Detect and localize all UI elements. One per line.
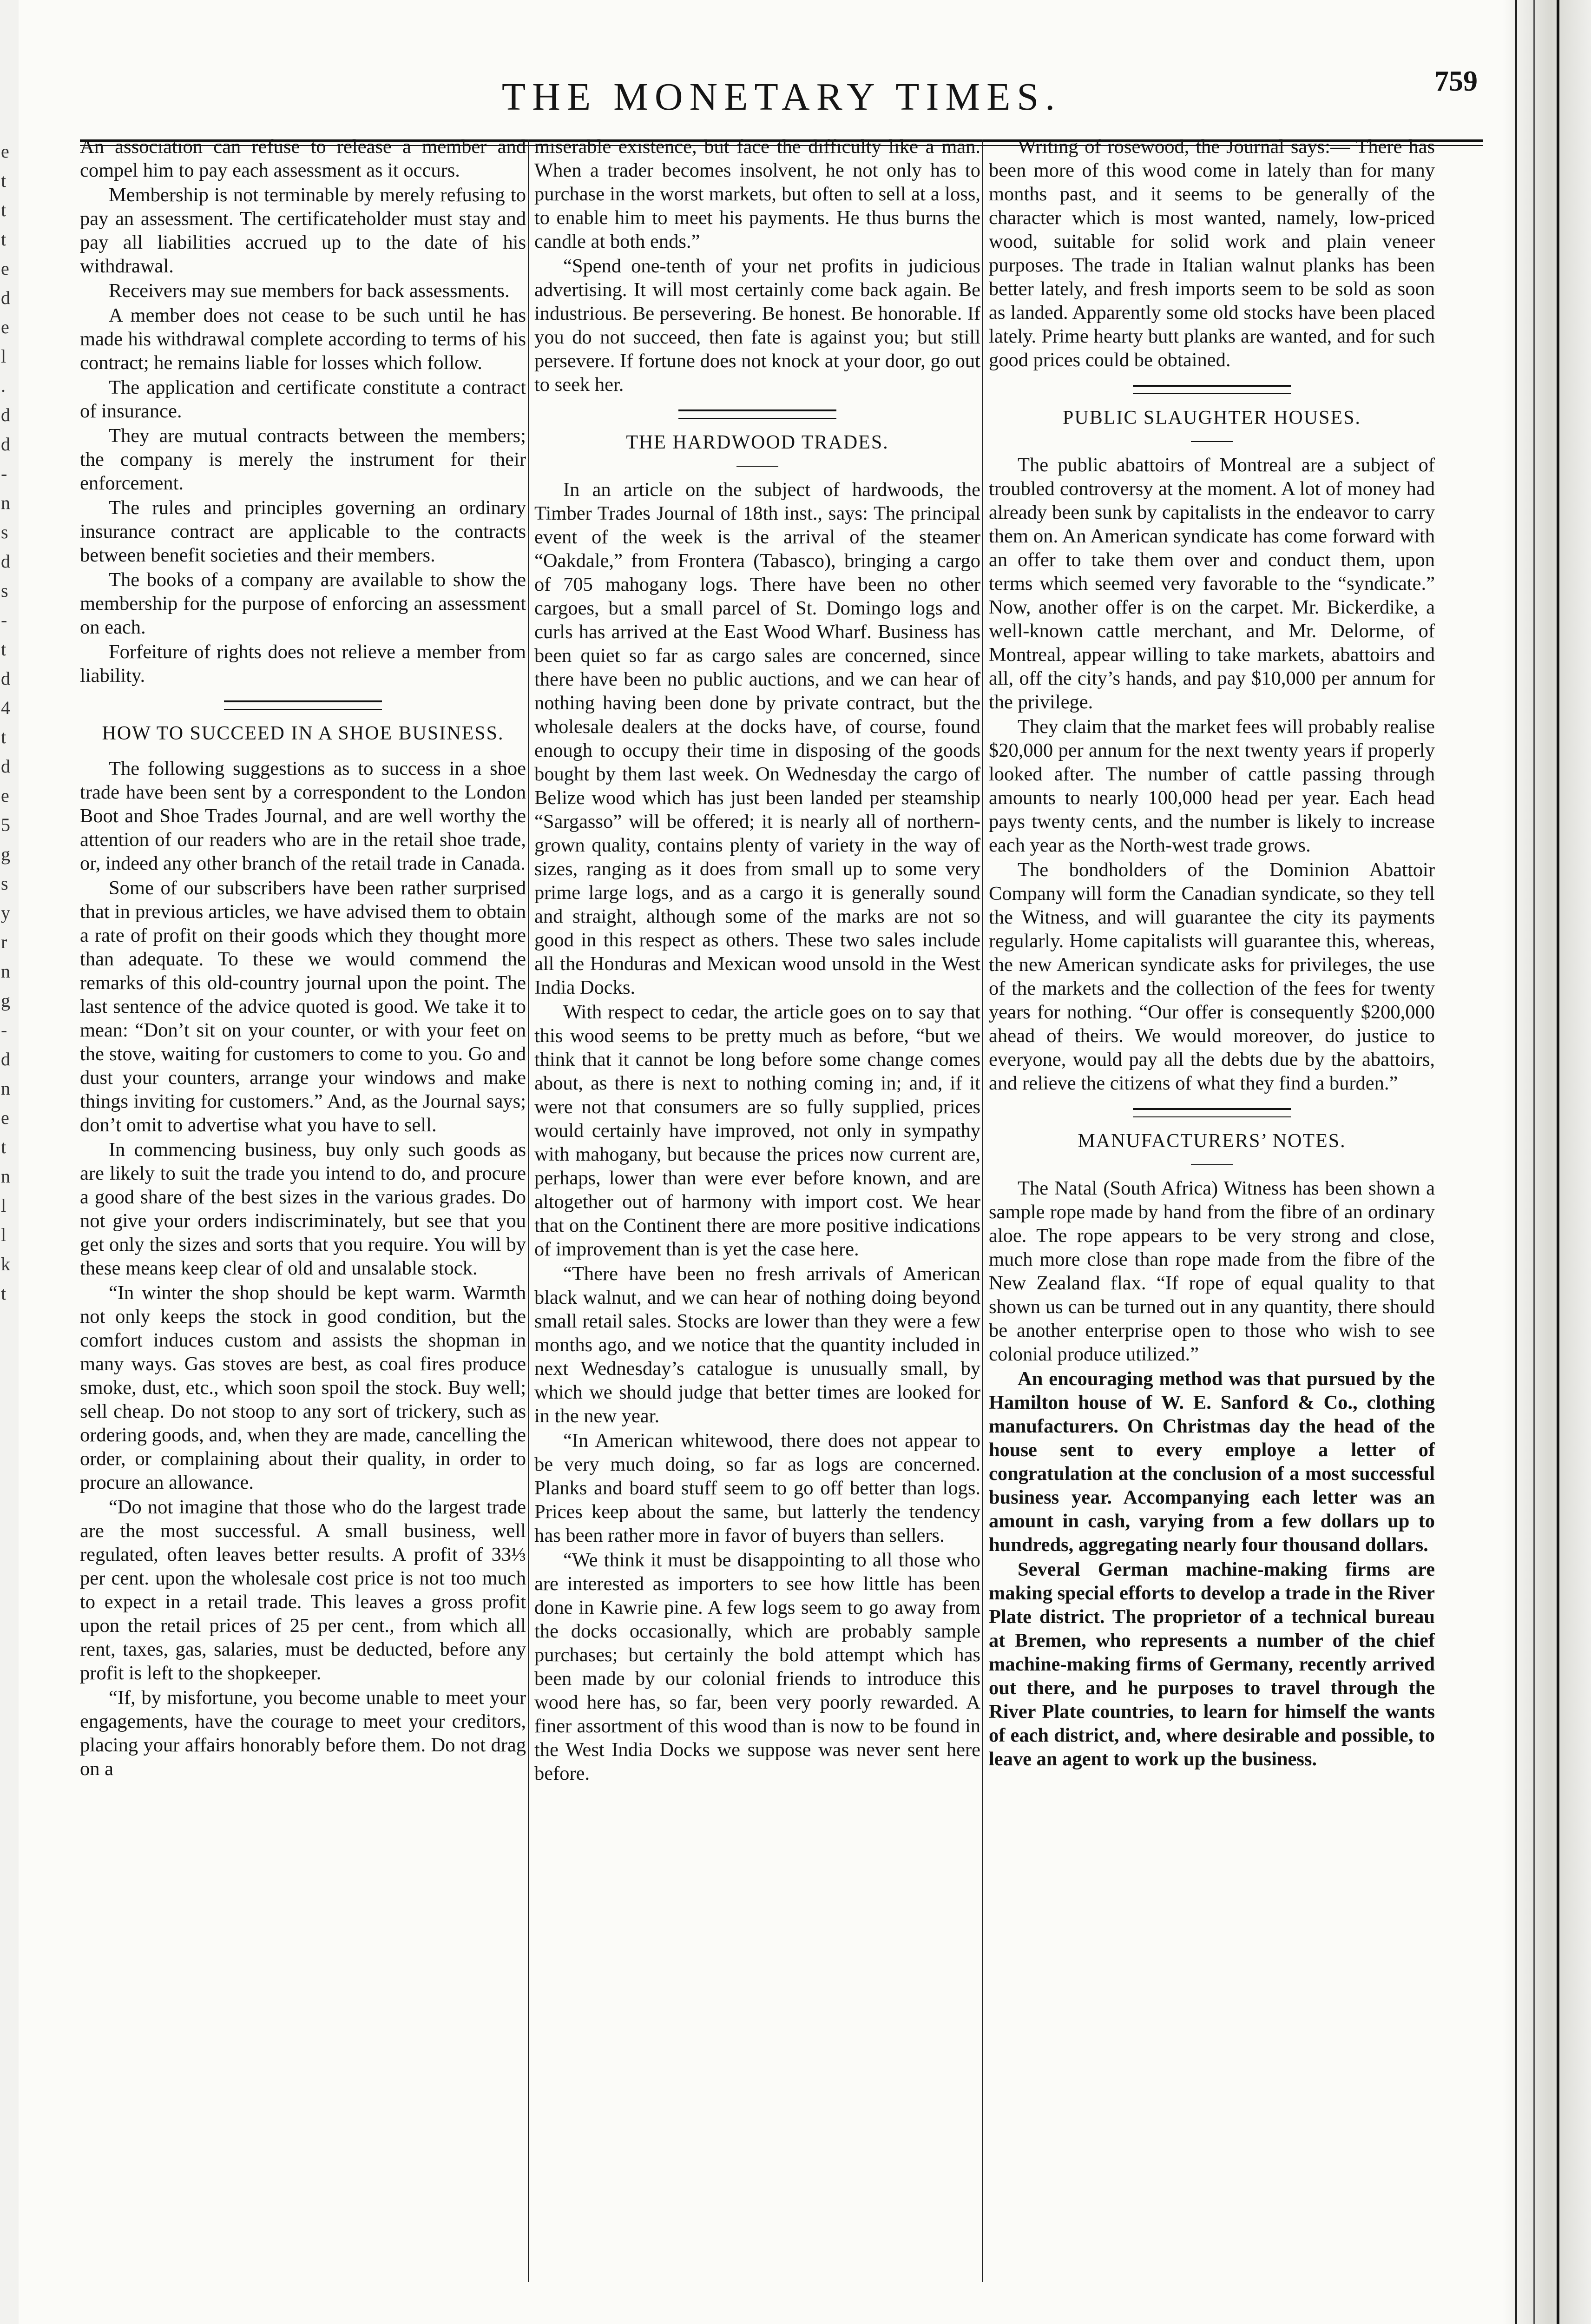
- article-heading: MANUFACTURERS’ NOTES.: [1078, 1130, 1346, 1152]
- masthead: [80, 56, 1483, 139]
- scan-line: [1557, 0, 1559, 2324]
- bleed-character: .: [1, 375, 6, 396]
- article-paragraph: “In winter the shop should be kept warm. Warmth not only keeps the stock in good condition, but the comfort induces custom and assists the shopman in many ways. Gas stoves are best, as coal fires produce smoke, dust, etc., which soon spoil the stock. Buy well; sell cheap. Do not stoop to any sort of trickery, such as ordering goods, and, when they are made, cancelling the order, or complaining about their quality, in order to procure an allowance.: [80, 1282, 526, 1493]
- bleed-character: -: [1, 1019, 7, 1040]
- bleed-character: e: [1, 1107, 9, 1128]
- bleed-character: t: [1, 639, 7, 660]
- bleed-character: d: [1, 434, 10, 455]
- bleed-character: n: [1, 961, 10, 982]
- bleed-character: l: [1, 346, 7, 367]
- article-paragraph: Several German machine-making firms are making special efforts to develop a trade in the River Plate district. The proprietor of a technical bureau at Bremen, who represents a number of the chief machine-making firms of Germany, recently arrived out there, and he purposes to travel through the River Plate countries, to learn for himself the wants of each district, and, where desirable and possible, to leave an agent to work up the business.: [989, 1558, 1435, 1770]
- article-paragraph: The following suggestions as to success in a shoe trade have been sent by a correspondent to the London Boot and Shoe Trades Journal, and are well worthy the attention of our readers who are in the retail shoe trade, or, indeed any other branch of the retail trade in Canada.: [80, 758, 526, 874]
- article-paragraph: “Do not imagine that those who do the largest trade are the most successful. A small business, well regulated, often leaves better results. A profit of 33⅓ per cent. upon the wholesale cost price is not too much to expect in a retail trade. This leaves a gross profit upon the retail prices of 25 per cent., from which all rent, taxes, gas, salaries, must be deducted, before any profit is left to the shopkeeper.: [80, 1496, 526, 1684]
- article-paragraph: The rules and principles governing an ordinary insurance contract are applicable to the contracts between benefit societies and their members.: [80, 497, 526, 566]
- article-paragraph: An encouraging method was that pursued by the Hamilton house of W. E. Sanford & Co., clothing manufacturers. On Christmas day the head of the house sent to every employe a letter of congratulation at the conclusion of a most successful business year. Accompanying each letter was an amount in cash, varying from a few dollars up to hundreds, aggregating nearly four thousand dollars.: [989, 1368, 1435, 1556]
- column-right: [989, 135, 1435, 2287]
- page-number: 759: [1434, 66, 1478, 97]
- bleed-character: e: [1, 317, 9, 337]
- column-divider-2: [982, 139, 983, 2282]
- bleed-character: n: [1, 1166, 10, 1187]
- bleed-character: l: [1, 1195, 7, 1216]
- bleed-character: k: [1, 1254, 10, 1274]
- section-separator-rule: [678, 409, 836, 419]
- article-paragraph: “In American whitewood, there does not appear to be very much doing, so far as logs are concerned. Planks and board stuff seem to go off better than logs. Prices keep about the same, but latterly the tendency has been rather more in favor of buyers than sellers.: [534, 1430, 980, 1546]
- article-paragraph: They are mutual contracts between the members; the company is merely the instrument for their enforcement.: [80, 425, 526, 494]
- bleed-character: d: [1, 668, 10, 689]
- bleed-character: d: [1, 404, 10, 425]
- bleed-character: g: [1, 844, 10, 865]
- bleed-character: d: [1, 287, 10, 308]
- bleed-character: e: [1, 258, 9, 279]
- bleed-character: s: [1, 873, 8, 894]
- article-paragraph: “Spend one-tenth of your net profits in judicious advertising. It will most certainly come back again. Be industrious. Be persevering. Be honest. Be honorable. If you do not succeed, then fate is against you; but still persevere. If fortune does not knock at your door, go out to seek her.: [534, 255, 980, 396]
- left-margin-bleed-through: [1, 139, 20, 2092]
- column-middle: [534, 135, 980, 2287]
- article-paragraph: They claim that the market fees will probably realise $20,000 per annum for the next twenty years if properly looked after. The number of cattle passing through amounts to nearly 100,000 head per year. Each head pays twenty cents, and the number is likely to increase each year as the North-west trade grows.: [989, 716, 1435, 856]
- bleed-character: t: [1, 229, 7, 250]
- article-paragraph: The public abattoirs of Montreal are a subject of troubled controversy at the moment. A lot of money had already been sunk by capitalists in the endeavor to carry them on. An American syndicate has come forward with an offer to take them over and conduct them, upon terms which seemed very favorable to the “syndicate.” Now, another offer is on the carpet. Mr. Bickerdike, a well-known cattle merchant, and Mr. Delorme, of Montreal, appear willing to take markets, abattoirs and all, off the city’s hands, and pay $10,000 per annum for the privilege.: [989, 454, 1435, 713]
- article-heading: HOW TO SUCCEED IN A SHOE BUSINESS.: [102, 723, 504, 744]
- article-paragraph: An association can refuse to release a member and compel him to pay each assessment as it occurs.: [80, 136, 526, 181]
- article-paragraph: Membership is not terminable by merely refusing to pay an assessment. The certificateholder must stay and pay all liabilities accrued up to the date of his withdrawal.: [80, 184, 526, 277]
- article-paragraph: In commencing business, buy only such goods as are likely to suit the trade you intend to do, and procure a good share of the best sizes in the various grades. Do not give your orders indiscriminately, but see that you get only the sizes and sorts that you require. You will by these means keep clear of old and unsalable stock.: [80, 1139, 526, 1279]
- bleed-character: -: [1, 609, 7, 630]
- publication-title: THE MONETARY TIMES.: [501, 75, 1062, 119]
- article-paragraph: “There have been no fresh arrivals of American black walnut, and we can hear of nothing doing beyond small retail sales. Stocks are lower than they were a few months ago, and we notice that the quantity included in next Wednesday’s catalogue is unusually small, by which we should judge that better times are looked for in the new year.: [534, 1263, 980, 1427]
- article-paragraph: Writing of rosewood, the Journal says:— There has been more of this wood come in lately than for many months past, and it seems to be generally of the character which is most wanted, namely, low-priced wood, suitable for solid work and plain veneer purposes. The trade in Italian walnut planks has been better lately, and fresh imports seem to be sold as soon as landed. Apparently some old stocks have been placed lately. Prime hearty butt planks are wanted, and for such good prices could be obtained.: [989, 136, 1435, 371]
- article-paragraph: The application and certificate constitute a contract of insurance.: [80, 376, 526, 422]
- section-separator-rule: [1133, 385, 1291, 394]
- column-divider-1: [528, 139, 529, 2282]
- article-heading: PUBLIC SLAUGHTER HOUSES.: [1063, 407, 1361, 429]
- article-paragraph: A member does not cease to be such until he has made his withdrawal complete according to terms of his contract; he remains liable for losses which follow.: [80, 304, 526, 374]
- bleed-character: n: [1, 492, 10, 513]
- bleed-character: 4: [1, 697, 10, 718]
- bleed-character: t: [1, 1136, 7, 1157]
- bleed-character: n: [1, 1078, 10, 1099]
- scan-line: [1515, 0, 1517, 2324]
- article-paragraph: Forfeiture of rights does not relieve a member from liability.: [80, 641, 526, 687]
- article-paragraph: miserable existence, but face the difficulty like a man. When a trader becomes insolvent, he not only has to purchase in the worst markets, but often to sell at a loss, to enable him to meet his payments. He thus burns the candle at both ends.”: [534, 136, 980, 252]
- heading-underline: [1191, 441, 1233, 442]
- section-separator-rule: [1133, 1108, 1291, 1117]
- bleed-character: e: [1, 785, 9, 806]
- bleed-character: y: [1, 902, 10, 923]
- bleed-character: l: [1, 1224, 7, 1245]
- bleed-character: -: [1, 463, 7, 484]
- article-paragraph: The bondholders of the Dominion Abattoir Company will form the Canadian syndicate, so they tell the Witness, and will guarantee the city its payments regularly. Home capitalists will guarantee this, whereas, the new American syndicate asks for privileges, the use of the markets and the collection of the fees for twenty years for nothing. “Our offer is consequently $200,000 ahead of theirs. We would moreover, do justice to everyone, would pay all the debts due by the abattoirs, and relieve the citizens of what they find a burden.”: [989, 859, 1435, 1094]
- bleed-character: g: [1, 990, 10, 1011]
- article-paragraph: In an article on the subject of hardwoods, the Timber Trades Journal of 18th inst., says: The principal event of the week is the arrival of the steamer “Oakdale,” from Frontera (Tabasco), bringing a cargo of 705 mahogany logs. There have been no other cargoes, but a small parcel of St. Domingo logs and curls has arrived at the East Wood Wharf. Business has been quiet so far as cargo sales are concerned, since there have been no public auctions, and we can hear of nothing having been done by private contract, but the wholesale dealers at the docks have, of course, found enough to occupy their time in disposing of the goods bought by them last week. On Wednesday the cargo of Belize wood which has just been landed per steamship “Sargasso” will be offered; it is nearly all of northern-grown quality, contains plenty of variety in the way of sizes, ranging as it does from small up to some very prime large logs, and as a cargo it is generally sound and straight, although some of the marks are not so good in this respect as others. These two sales include all the Honduras and Mexican wood unsold in the West India Docks.: [534, 479, 980, 998]
- heading-underline: [1191, 1164, 1233, 1165]
- article-paragraph: With respect to cedar, the article goes on to say that this wood seems to be pretty much as before, “but we think that it cannot be long before some change comes about, as there is next to nothing coming in; and, if it were not that consumers are so fully supplied, prices would certainly have improved, not only in sympathy with mahogany, but because the prices now current are, perhaps, lower than were ever before known, and are altogether out of harmony with import cost. We hear that on the Continent there are more positive indications of improvement than is yet the case here.: [534, 1001, 980, 1260]
- article-paragraph: The Natal (South Africa) Witness has been shown a sample rope made by hand from the fibre of an ordinary aloe. The rope appears to be very strong and close, much more close than rope made from the fibre of the New Zealand flax. “If rope of equal quality to that shown us can be turned out in any quantity, there should be another enterprise open to those who wish to see colonial produce utilized.”: [989, 1177, 1435, 1365]
- bleed-character: s: [1, 522, 8, 542]
- article-heading: THE HARDWOOD TRADES.: [626, 432, 889, 453]
- bleed-character: t: [1, 1283, 7, 1304]
- article-paragraph: “We think it must be disappointing to all those who are interested as importers to see how little has been done in Kawrie pine. A few logs seem to go away from the docks occasionally, which are probably sample purchases; but certainly the bold attempt which has been made by our colonial friends to introduce this wood here has, so far, been very poorly rewarded. A finer assortment of this wood than is now to be found in the West India Docks we suppose was never sent here before.: [534, 1549, 980, 1784]
- bleed-character: t: [1, 170, 7, 191]
- bleed-character: t: [1, 199, 7, 220]
- column-left: [80, 135, 526, 2287]
- scan-line: [1533, 0, 1535, 2324]
- bleed-character: d: [1, 1049, 10, 1070]
- article-paragraph: Receivers may sue members for back assessments.: [109, 280, 510, 302]
- bleed-character: d: [1, 756, 10, 777]
- bleed-character: d: [1, 551, 10, 572]
- bleed-character: r: [1, 931, 7, 952]
- bleed-character: t: [1, 726, 7, 747]
- heading-underline: [736, 466, 778, 467]
- bleed-character: e: [1, 141, 9, 162]
- section-separator-rule: [224, 700, 382, 710]
- article-paragraph: “If, by misfortune, you become unable to meet your engagements, have the courage to meet your creditors, placing your affairs honorably before them. Do not drag on a: [80, 1687, 526, 1780]
- article-paragraph: Some of our subscribers have been rather surprised that in previous articles, we have advised them to obtain a rate of profit on their goods which they thought more than adequate. To these we would commend the remarks of this old-country journal upon the point. The last sentence of the advice quoted is good. We take it to mean: “Don’t sit on your counter, or with your feet on the stove, waiting for customers to come to you. Go and dust your counters, arrange your windows and make things inviting for customers.” And, as the Journal says; don’t omit to advertise what you have to sell.: [80, 877, 526, 1136]
- bleed-character: 5: [1, 814, 10, 835]
- bleed-character: s: [1, 580, 8, 601]
- article-paragraph: The books of a company are available to show the membership for the purpose of enforcing an assessment on each.: [80, 569, 526, 638]
